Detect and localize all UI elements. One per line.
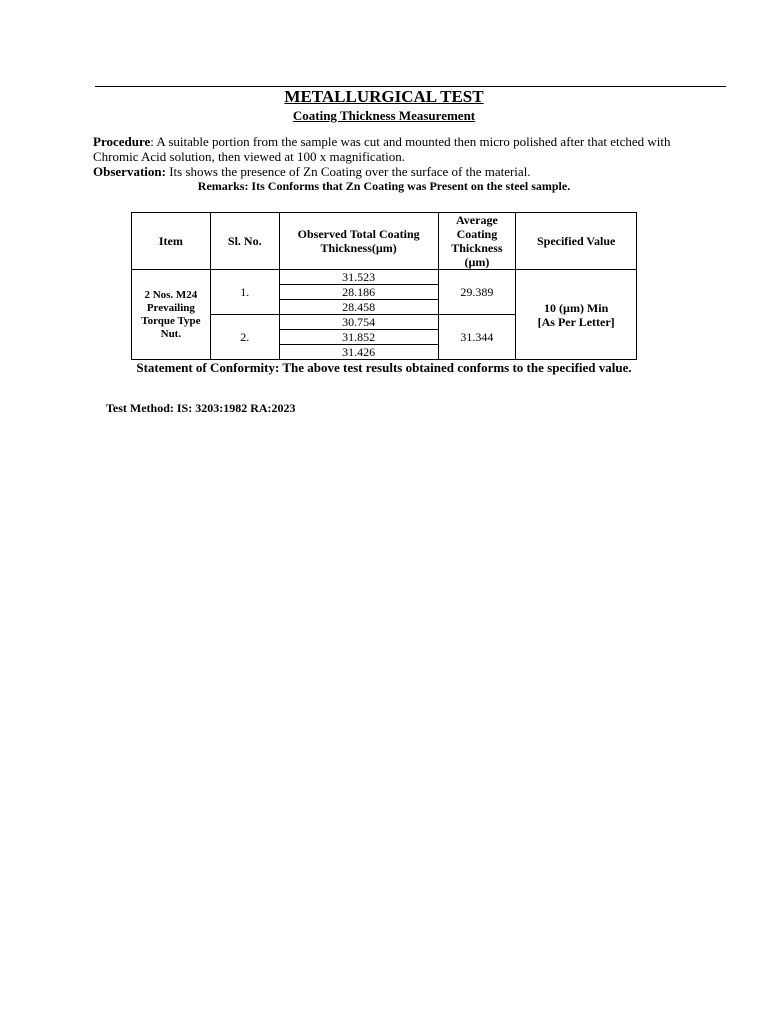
reading-cell: 28.186 [279,285,438,300]
observation-text: Its shows the presence of Zn Coating over the surface of the material. [165,164,531,179]
header-item: Item [132,213,211,270]
reading-cell: 31.852 [279,330,438,345]
procedure-label: Procedure [93,134,151,149]
reading-cell: 30.754 [279,315,438,330]
test-method: Test Method: IS: 3203:1982 RA:2023 [106,401,296,415]
sl-no-cell: 2. [210,315,279,360]
specified-value-cell [516,270,637,360]
reading-cell: 28.458 [279,300,438,315]
item-cell: 2 Nos. M24 Prevailing Torque Type Nut. [132,270,211,360]
average-cell: 31.344 [438,315,516,360]
header-sl-no: Sl. No. [210,213,279,270]
specified-value-line2: [As Per Letter] [537,314,615,329]
remarks: Remarks: Its Conforms that Zn Coating was Present on the steel sample. [197,179,571,193]
document-subtitle: Coating Thickness Measurement [292,108,476,123]
header-specified-value: Specified Value [516,213,637,270]
statement-of-conformity: Statement of Conformity: The above test results obtained conforms to the specified value. [136,360,632,375]
table-header-row [132,213,637,270]
header-observed-thickness: Observed Total Coating Thickness(µm) [279,213,438,270]
coating-thickness-table [131,212,637,360]
sl-no-cell: 1. [210,270,279,315]
header-average-thickness: Average Coating Thickness (µm) [438,213,516,270]
document-title: METALLURGICAL TEST [284,87,484,106]
specified-value-line1: 10 (µm) Min [544,300,609,315]
table-row [132,270,637,285]
reading-cell: 31.523 [279,270,438,285]
average-cell: 29.389 [438,270,516,315]
procedure-paragraph [93,134,693,164]
observation-label: Observation: [93,164,166,179]
procedure-text: : A suitable portion from the sample was cut and mounted then micro polished after that etched with Chromic Acid solution, then viewed at 100 x magnification. [93,134,671,164]
observation-paragraph [93,164,693,179]
reading-cell: 31.426 [279,345,438,360]
